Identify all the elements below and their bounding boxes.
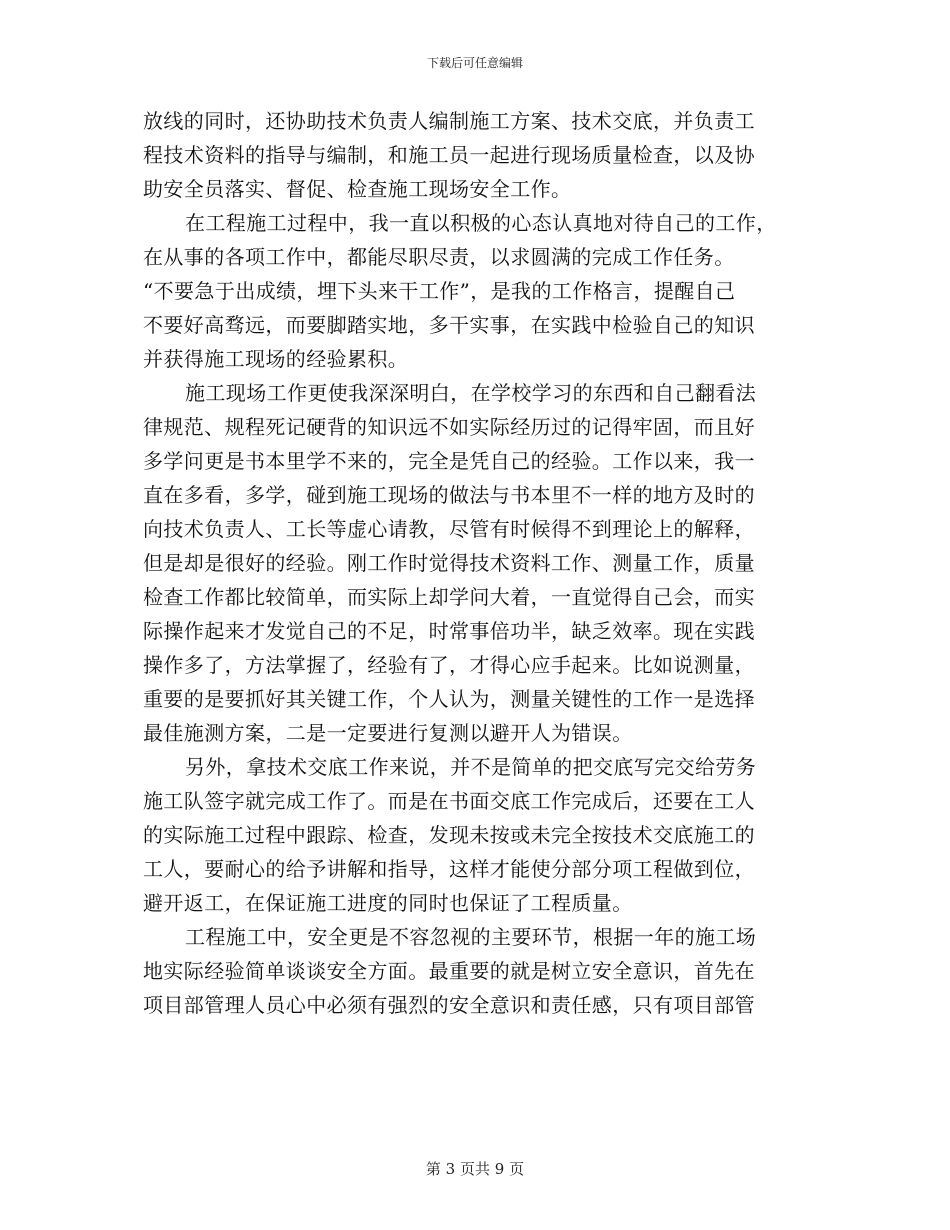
paragraph (143, 104, 803, 206)
text-line: 的实际施工过程中跟踪、检查，发现未按或未完全按技术交底施工的 (143, 823, 755, 847)
text-line: 工人，要耐心的给予讲解和指导，这样才能使分部分项工程做到位， (143, 857, 755, 881)
text-line: 助安全员落实、督促、检查施工现场安全工作。 (143, 177, 572, 201)
text-line: 施工队签字就完成工作了。而是在书面交底工作完成后，还要在工人 (143, 789, 755, 813)
text-line: 并获得施工现场的经验累积。 (143, 347, 409, 371)
document-body (143, 104, 803, 1022)
text-line: 向技术负责人、工长等虚心请教，尽管有时候得不到理论上的解释， (143, 517, 755, 541)
paragraph (143, 750, 803, 920)
text-line: 律规范、规程死记硬背的知识远不如实际经历过的记得牢固，而且好 (143, 415, 755, 439)
paragraph (143, 206, 803, 376)
text-line: 多学问更是书本里学不来的，完全是凭自己的经验。工作以来，我一 (143, 449, 755, 473)
text-line: 际操作起来才发觉自己的不足，时常事倍功半，缺乏效率。现在实践 (143, 619, 755, 643)
text-line: 重要的是要抓好其关键工作，个人认为，测量关键性的工作一是选择 (143, 687, 755, 711)
paragraph (143, 920, 803, 1022)
text-line: 在工程施工过程中，我一直以积极的心态认真地对待自己的工作， (185, 211, 777, 235)
page-header: 下载后可任意编辑 (426, 56, 523, 70)
paragraph (143, 376, 803, 750)
text-line: 直在多看，多学，碰到施工现场的做法与书本里不一样的地方及时的 (143, 483, 755, 507)
text-line: 避开返工，在保证施工进度的同时也保证了工程质量。 (143, 891, 633, 915)
text-line: 项目部管理人员心中必须有强烈的安全意识和责任感，只有项目部管 (143, 993, 755, 1017)
text-line: 在从事的各项工作中，都能尽职尽责，以求圆满的完成工作任务。 (143, 245, 735, 269)
text-line: 施工现场工作更使我深深明白，在学校学习的东西和自己翻看法 (185, 381, 757, 405)
text-line: 地实际经验简单谈谈安全方面。最重要的就是树立安全意识，首先在 (143, 959, 755, 983)
text-line: “不要急于出成绩，埋下头来干工作”，是我的工作格言，提醒自己 (143, 279, 736, 303)
text-line: 不要好高骛远，而要脚踏实地，多干实事，在实践中检验自己的知识 (143, 313, 755, 337)
text-line: 放线的同时，还协助技术负责人编制施工方案、技术交底，并负责工 (143, 109, 755, 133)
text-line: 最佳施测方案，二是一定要进行复测以避开人为错误。 (143, 721, 633, 745)
text-line: 检查工作都比较简单，而实际上却学问大着，一直觉得自己会，而实 (143, 585, 755, 609)
text-line: 另外，拿技术交底工作来说，并不是简单的把交底写完交给劳务 (185, 755, 757, 779)
text-line: 工程施工中，安全更是不容忽视的主要环节，根据一年的施工场 (185, 925, 757, 949)
text-line: 程技术资料的指导与编制，和施工员一起进行现场质量检查，以及协 (143, 143, 755, 167)
page-footer: 第 3 页共 9 页 (425, 1160, 525, 1178)
text-line: 但是却是很好的经验。刚工作时觉得技术资料工作、测量工作，质量 (143, 551, 755, 575)
text-line: 操作多了，方法掌握了，经验有了，才得心应手起来。比如说测量， (143, 653, 755, 677)
